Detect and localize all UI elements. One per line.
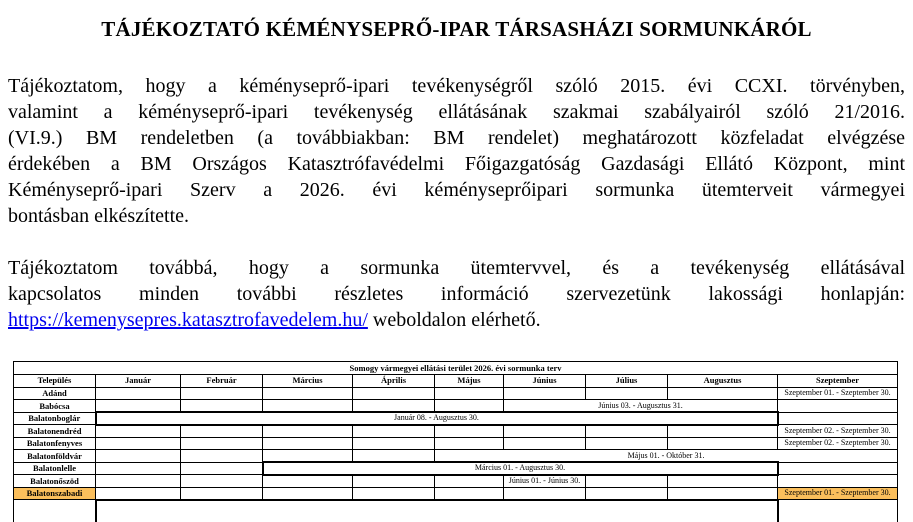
- schedule-cell: Március 01. - Augusztus 30.: [263, 462, 778, 475]
- paragraph-line: (VI.9.) BM rendeletben (a továbbiakban: BM rendelet) meghatározott közfeladat elvégzése: [8, 127, 905, 149]
- empty-cell: [778, 400, 898, 413]
- table-row: [14, 475, 898, 488]
- empty-cell: [504, 425, 586, 438]
- settlement-name-cell: Balatonendréd: [14, 425, 96, 438]
- column-header: Település: [14, 374, 96, 387]
- empty-cell: [778, 462, 898, 475]
- empty-cell: [778, 475, 898, 488]
- empty-cell: [263, 387, 353, 400]
- link-tail-text: weboldalon elérhető.: [367, 309, 541, 331]
- empty-cell: [96, 487, 181, 500]
- table-title-row: [14, 362, 898, 375]
- schedule-cell: Szeptember 02. - Szeptember 30.: [778, 437, 898, 450]
- intro-paragraph-1: [8, 73, 905, 229]
- empty-cell: [263, 437, 353, 450]
- table-row: [14, 437, 898, 450]
- empty-cell: [181, 425, 263, 438]
- table-row: [14, 450, 898, 463]
- website-link[interactable]: https://kemenysepres.katasztrofavedelem.hu/: [8, 309, 368, 331]
- paragraph-line: érdekében a BM Országos Katasztrófavédelmi Főigazgatóság Gazdasági Ellátó Központ, mint: [8, 153, 905, 175]
- paragraph-line: bontásban elkészítette.: [8, 205, 190, 227]
- empty-cell: [353, 400, 435, 413]
- empty-cell: [181, 487, 263, 500]
- empty-cell: [96, 425, 181, 438]
- settlement-name-cell: Balatonfenyves: [14, 437, 96, 450]
- table-row: [14, 500, 898, 522]
- schedule-cell: Június 03. - Augusztus 31.: [504, 400, 778, 413]
- empty-cell: [586, 425, 668, 438]
- schedule-table: [13, 361, 898, 522]
- empty-cell: [96, 450, 181, 463]
- empty-cell: [668, 425, 778, 438]
- empty-cell: [96, 475, 181, 488]
- intro-paragraph-2: [8, 255, 905, 333]
- schedule-cell: Június 01. - Június 30.: [504, 475, 586, 488]
- settlement-name-cell: Balatonboglár: [14, 412, 96, 425]
- empty-cell: [263, 425, 353, 438]
- empty-cell: [263, 475, 353, 488]
- settlement-name-cell: Balatonlelle: [14, 462, 96, 475]
- empty-cell: [435, 487, 504, 500]
- empty-cell: [181, 400, 263, 413]
- column-header: Szeptember: [778, 374, 898, 387]
- table-title: Somogy vármegyei ellátási terület 2026. évi sormunka terv: [14, 362, 898, 375]
- empty-cell: [586, 387, 668, 400]
- empty-cell: [668, 387, 778, 400]
- empty-cell: [181, 387, 263, 400]
- settlement-name-cell: [14, 500, 96, 522]
- paragraph-line: Kéményseprő-ipari Szerv a 2026. évi kéményseprőipari sormunka ütemterveit vármegyei: [8, 179, 905, 201]
- column-header: Március: [263, 374, 353, 387]
- empty-cell: [504, 487, 586, 500]
- schedule-cell: Május 01. - Október 31.: [435, 450, 898, 463]
- empty-cell: [504, 437, 586, 450]
- empty-cell: [668, 487, 778, 500]
- empty-cell: [353, 387, 435, 400]
- paragraph-line: valamint a kéményseprő-ipari tevékenység ellátásának szakmai szabályairól szóló 21/2016.: [8, 101, 905, 123]
- schedule-cell: Szeptember 01. - Szeptember 30.: [778, 487, 898, 500]
- table-row: [14, 425, 898, 438]
- column-header: Június: [504, 374, 586, 387]
- empty-cell: [778, 500, 898, 522]
- schedule-cell: Szeptember 02. - Szeptember 30.: [778, 425, 898, 438]
- settlement-name-cell: Adánd: [14, 387, 96, 400]
- empty-cell: [96, 437, 181, 450]
- paragraph-line: kapcsolatos minden további részletes információ szervezetünk lakossági honlapján:: [8, 283, 905, 305]
- empty-cell: [263, 487, 353, 500]
- column-header: Január: [96, 374, 181, 387]
- empty-cell: [96, 400, 181, 413]
- schedule-table-wrapper: [13, 361, 898, 522]
- empty-cell: [353, 425, 435, 438]
- empty-cell: [181, 450, 263, 463]
- empty-cell: [96, 387, 181, 400]
- empty-cell: [435, 475, 504, 488]
- paragraph-line: Tájékoztatom, hogy a kéményseprő-ipari tevékenységről szóló 2015. évi CCXI. törvényben,: [8, 75, 905, 97]
- empty-cell: [586, 437, 668, 450]
- table-header-row: [14, 374, 898, 387]
- schedule-cell: Január 08. - Augusztus 30.: [96, 412, 778, 425]
- paragraph-line: Tájékoztatom továbbá, hogy a sormunka ütemtervvel, és a tevékenység ellátásával: [8, 257, 905, 279]
- column-header: Augusztus: [668, 374, 778, 387]
- empty-cell: [353, 475, 435, 488]
- table-row: [14, 487, 898, 500]
- settlement-name-cell: Balatonföldvár: [14, 450, 96, 463]
- paragraph-line: [8, 307, 905, 333]
- empty-cell: [778, 412, 898, 425]
- empty-cell: [586, 475, 668, 488]
- schedule-cell: Szeptember 01. - Szeptember 30.: [778, 387, 898, 400]
- column-header: Április: [353, 374, 435, 387]
- empty-cell: [263, 450, 353, 463]
- empty-cell: [353, 487, 435, 500]
- table-row: [14, 462, 898, 475]
- settlement-name-cell: Balatonőszöd: [14, 475, 96, 488]
- empty-cell: [668, 437, 778, 450]
- empty-cell: [435, 400, 504, 413]
- table-row: [14, 387, 898, 400]
- column-header: Február: [181, 374, 263, 387]
- empty-cell: [435, 387, 504, 400]
- empty-cell: [181, 475, 263, 488]
- settlement-name-cell: Balatonszabadi: [14, 487, 96, 500]
- settlement-name-cell: Babócsa: [14, 400, 96, 413]
- empty-cell: [435, 425, 504, 438]
- empty-cell: [586, 487, 668, 500]
- empty-cell: [668, 475, 778, 488]
- table-row: [14, 412, 898, 425]
- empty-cell: [353, 437, 435, 450]
- empty-cell: [263, 400, 353, 413]
- empty-cell: [96, 462, 181, 475]
- column-header: Május: [435, 374, 504, 387]
- empty-cell: [181, 462, 263, 475]
- empty-cell: [353, 450, 435, 463]
- schedule-cell: [96, 500, 778, 522]
- empty-cell: [435, 437, 504, 450]
- empty-cell: [504, 387, 586, 400]
- page-title: TÁJÉKOZTATÓ KÉMÉNYSEPRŐ-IPAR TÁRSASHÁZI SORMUNKÁRÓL: [101, 17, 812, 41]
- table-row: [14, 400, 898, 413]
- empty-cell: [181, 437, 263, 450]
- column-header: Július: [586, 374, 668, 387]
